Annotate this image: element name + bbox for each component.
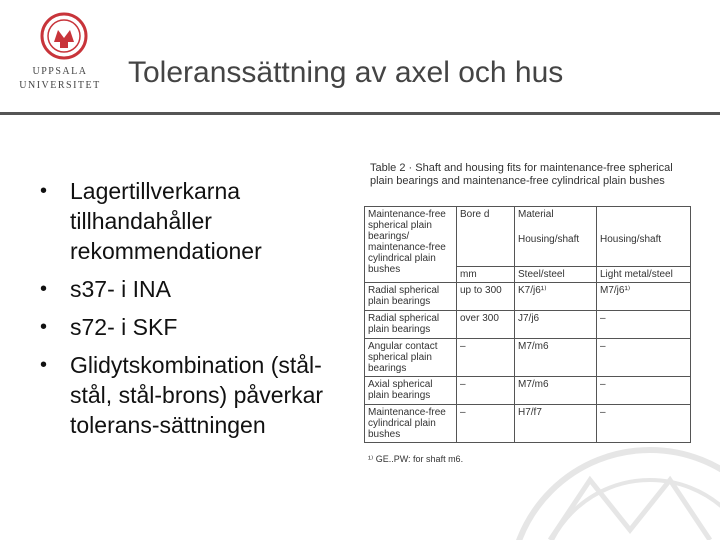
bullet-text: s37- i INA — [70, 276, 171, 302]
bullet-text: s72- i SKF — [70, 314, 178, 340]
cell-fit-light-metal: – — [597, 339, 691, 377]
logo-text-line1: UPPSALA — [32, 66, 88, 77]
bullet-item — [40, 312, 340, 342]
bullet-item — [40, 176, 340, 266]
seal-icon — [40, 12, 88, 60]
header-unit: mm — [457, 267, 515, 283]
cell-type: Radial spherical plain bearings — [365, 311, 457, 339]
cell-bore: over 300 — [457, 311, 515, 339]
table-row — [365, 339, 691, 377]
bullet-dot-icon: • — [40, 278, 48, 300]
bullet-text: Glidytskombination (stål-stål, stål-brons) påverkar tolerans-sättningen — [70, 352, 324, 438]
bullet-item — [40, 350, 340, 440]
cell-bore: – — [457, 339, 515, 377]
header-material — [515, 207, 597, 267]
cell-fit-light-metal: M7/j6¹⁾ — [597, 283, 691, 311]
watermark-seal-icon — [440, 440, 720, 540]
bullet-dot-icon: • — [40, 316, 48, 338]
university-logo — [10, 12, 100, 100]
bullet-item — [40, 274, 340, 304]
cell-fit-light-metal: – — [597, 377, 691, 405]
table-row — [365, 405, 691, 443]
bullet-dot-icon: • — [40, 180, 48, 202]
cell-fit-steel: M7/m6 — [515, 339, 597, 377]
cell-bore: – — [457, 405, 515, 443]
table-row — [365, 377, 691, 405]
cell-fit-steel: M7/m6 — [515, 377, 597, 405]
header — [0, 0, 720, 112]
cell-fit-steel: K7/j6¹⁾ — [515, 283, 597, 311]
cell-fit-light-metal: – — [597, 311, 691, 339]
header-housing-shaft-2 — [597, 207, 691, 267]
bullet-dot-icon: • — [40, 354, 48, 376]
scanned-table-image — [360, 158, 690, 464]
table-row — [365, 283, 691, 311]
header-bore: Bore d — [457, 207, 515, 267]
cell-type: Axial spherical plain bearings — [365, 377, 457, 405]
page-title: Toleranssättning av axel och hus — [128, 56, 564, 89]
logo-text-line2: UNIVERSITET — [19, 80, 101, 91]
bullet-list — [40, 176, 340, 448]
table-caption: Table 2 · Shaft and housing fits for maintenance-free spherical plain bearings and maintenance-free cylindrical plain bushes — [370, 162, 673, 187]
header-steel-steel: Steel/steel — [515, 267, 597, 283]
header-light-metal-steel: Light metal/steel — [597, 267, 691, 283]
header-material-label: Material — [518, 209, 554, 220]
cell-bore: – — [457, 377, 515, 405]
cell-fit-steel: J7/j6 — [515, 311, 597, 339]
header-bearing-type: Maintenance-free spherical plain bearings/ maintenance-free cylindrical plain bushes — [365, 207, 457, 283]
header-housing-shaft-2-label: Housing/shaft — [600, 234, 662, 245]
cell-bore: up to 300 — [457, 283, 515, 311]
cell-type: Radial spherical plain bearings — [365, 283, 457, 311]
table-header-row — [365, 207, 691, 267]
table-footnote: ¹⁾ GE..PW: for shaft m6. — [368, 454, 464, 464]
cell-type: Maintenance-free cylindrical plain bushes — [365, 405, 457, 443]
fits-table — [364, 206, 691, 443]
cell-fit-light-metal: – — [597, 405, 691, 443]
bullet-text: Lagertillverkarna tillhandahåller rekommendationer — [70, 178, 262, 264]
cell-fit-steel: H7/f7 — [515, 405, 597, 443]
header-divider — [0, 112, 720, 115]
header-housing-shaft: Housing/shaft — [518, 234, 580, 245]
table-row — [365, 311, 691, 339]
cell-type: Angular contact spherical plain bearings — [365, 339, 457, 377]
